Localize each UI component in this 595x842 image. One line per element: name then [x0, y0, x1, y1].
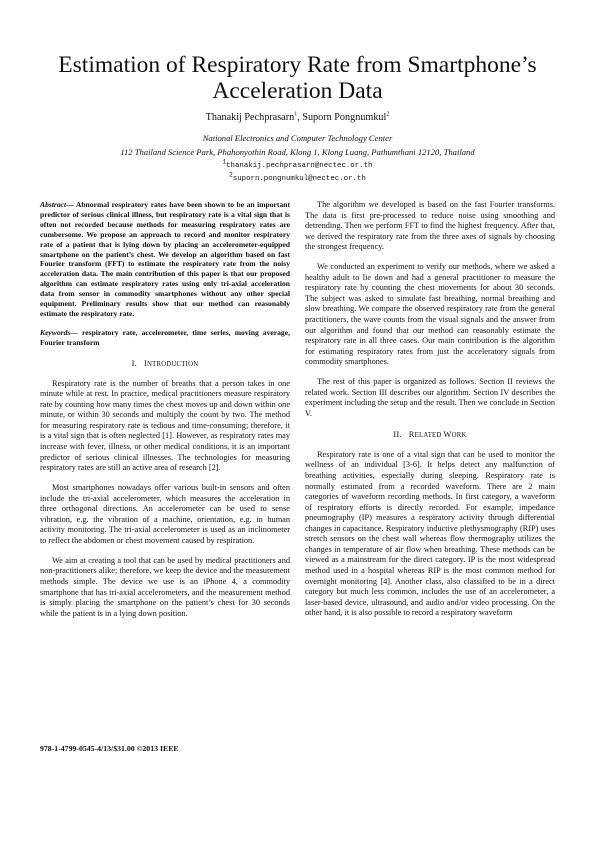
section-first-letter: R — [408, 429, 415, 440]
keywords-text: — respiratory rate, accelerometer, time series, moving average, Fourier transform — [40, 328, 290, 348]
section-heading-related-work — [305, 429, 555, 442]
section-heading-introduction — [40, 358, 290, 371]
copyright-footer: 978-1-4799-0545-4/13/$31.00 ©2013 IEEE — [40, 744, 179, 753]
paragraph: We aim at creating a tool that can be used by medical practitioners and non-practitioners alike; therefore, we keep the device and the measurement methods simple. The device we use is an iPhone 4, a commodity smartphone that has tri-axial accelerometers, and the measurement method is simply placing the smartphone on the patient’s chest for 30 seconds while the patient is in a lying down position. — [40, 555, 290, 618]
keywords — [40, 328, 290, 348]
author-sup: 1 — [294, 111, 298, 118]
abstract — [40, 200, 290, 319]
abstract-lead: Abstract — [40, 200, 67, 209]
author-email[interactable] — [40, 158, 555, 170]
email-sup: 2 — [229, 171, 233, 179]
left-column — [40, 200, 290, 629]
paper-title: Estimation of Respiratory Rate from Smartphone’s Acceleration Data — [58, 52, 537, 104]
section-rest: NTRODUCTION — [147, 361, 199, 369]
section-rest: ORK — [451, 432, 467, 440]
paragraph: Respiratory rate is the number of breaths that a person takes in one minute while at rest. In practice, medical practitioners measure respiratory rate by counting how many times the chest moves up and down within one minute, or within 30 seconds and multiply the count by two. The method for measuring respiratory rate is tedious and time-consuming; therefore, it is a vital sign that is often neglected [1]. However, as respiratory rates may increase with fever, illness, or other medical conditions, it is an important predictor of serious clinical illnesses. The technologies for measuring respiratory rates are still an active area of research [2]. — [40, 378, 290, 473]
section-number: I. — [131, 358, 138, 369]
author-email[interactable] — [40, 171, 555, 183]
author-name: Suporn Pongnumkul — [302, 112, 387, 123]
paragraph: The algorithm we developed is based on the fast Fourier transforms. The data is first pre-processed to reduce noise using smoothing and detrending. Then we perform FFT to find the highest frequency. After that, we derived the respiratory rate from the three axes of signals by choosing the strongest frequency. — [305, 200, 555, 252]
author-line — [40, 112, 555, 123]
email-sup: 1 — [222, 158, 227, 166]
email-text: thanakij.pechprasarn@nectec.or.th — [226, 162, 373, 170]
paragraph: Most smartphones nowadays offer various built-in sensors and often include the tri-axial accelerometer, which measures the acceleration in three orthogonal directions. An accelerometer can be used to sense vibration, e.g. the vibration of a machine, orientation, e.g. in human activity monitoring. The tri-axial accelerometer is used as an inclinometer to reflect the abdomen or chest movement caused by respiration. — [40, 483, 290, 545]
abstract-dash: — — [66, 200, 76, 209]
author-separator: , — [297, 112, 303, 123]
paragraph: We conducted an experiment to verify our methods, where we asked a healthy adult to lie down and had a general practitioner to measure the respiratory rate by counting the chest movements for about 30 seconds. The subject was asked to simulate fast breathing, normal breathing and slow breathing. We compare the observed respiratory rate from the general practitioners, the wave counts from the visual signals and the answer from our algorithm and found that our method can reasonably estimate the respiratory rate in all three cases. Our main contribution is the algorithm for estimating respiratory rates from just the acceleratory signals from commodity smartphones. — [305, 262, 555, 367]
author-sup: 2 — [386, 111, 390, 118]
paragraph: Respiratory rate is one of a vital sign that can be used to monitor the wellness of an individual [3-6]. It helps detect any malfunction of breathing activities, especially during sleeping. Respiratory rate is normally estimated from a recorded waveform. There are 2 main categories of waveform recording methods. In first category, a waveform of respiratory efforts is directly recorded. For example, impedance pneumography (IP) measures a respiratory activity through differential changes in capacitance. Respiratory inductive plethysmography (RIP) uses stretch sensors on the chest wall whereas flow thermography utilizes the changes in temperature of air flow when breathing. These methods can be viewed as a mainstream for the direct category. IP is the most widespread method used in a hospital whereas RIP is the most common method for overnight monitoring [4]. Another class, also classified to be in a direct category but much less common, includes the use of an accelerometer, a laser-based device, ultrasound, and audio and/or video processing. On the other hand, it is also possible to record a respiratory waveform — [305, 449, 555, 618]
author-name: Thanakij Pechprasarn — [205, 112, 295, 123]
email-text: suporn.pongnumkul@nectec.or.th — [232, 175, 366, 183]
section-number: II. — [393, 429, 402, 440]
keywords-lead: Keywords — [40, 328, 71, 338]
abstract-text: Abnormal respiratory rates have been shown to be an important predictor of serious clinical illness, but respiratory rate is a vital sign that is often not recorded because methods for measuring respiratory rates are cumbersome. We propose an approach to record and monitor respiratory rate of a patient that is lying down by placing an accelerometer-equipped smartphone on the patient’s chest. We develop an algorithm based on fast Fourier transform (FFT) to estimate the respiratory rate from the noisy acceleration data. The main contribution of this paper is that our proposed algorithm can estimate respiratory rates using only tri-axial acceleration data from sensor in commodity smartphones without any other special equipment. Preliminary results show that our method can reasonably estimate the respiratory rate. — [40, 200, 290, 318]
section-first-letter: I — [144, 358, 148, 369]
affiliation-address: 112 Thailand Science Park, Phahonyothin Road, Klong 1, Klong Luang, Pathumthani 12120, Thailand — [120, 147, 475, 157]
right-column — [305, 200, 555, 628]
affiliation-institution: National Electronics and Computer Technology Center — [202, 133, 393, 143]
section-mid: ELATED — [414, 432, 444, 440]
paragraph: The rest of this paper is organized as follows. Section II reviews the related work. Section III describes our algorithm. Section IV describes the experiment including the setup and the result. Then we conclude in Section V. — [305, 377, 555, 418]
section-first-letter: W — [443, 429, 452, 440]
